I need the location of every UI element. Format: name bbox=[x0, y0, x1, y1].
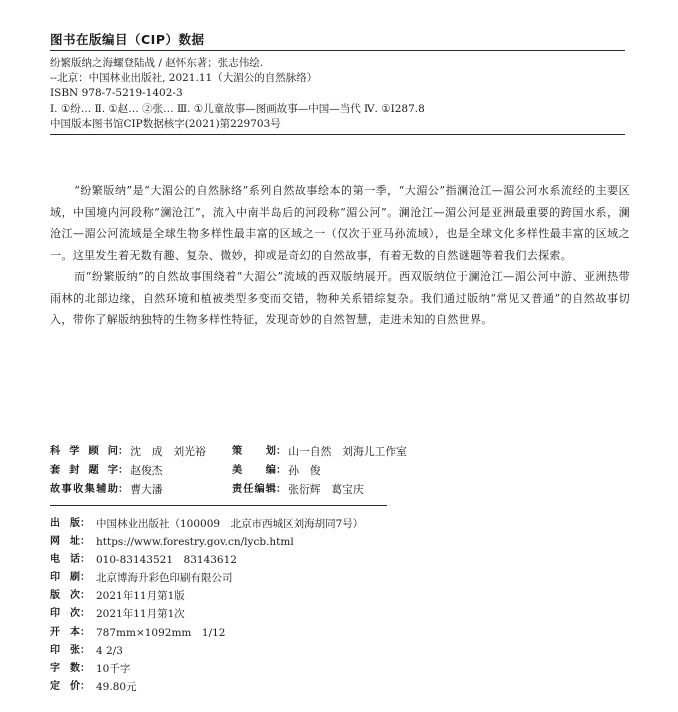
cip-bottom-rule bbox=[50, 134, 625, 135]
publication-label: 定价 bbox=[50, 680, 80, 692]
publication-value: 010-83143521 83143612 bbox=[96, 554, 237, 567]
publication-label: 版次 bbox=[50, 590, 80, 602]
publication-row: 版次 ： 2021年11月第1版 bbox=[50, 587, 630, 605]
cip-block bbox=[50, 56, 625, 132]
credit-value: 赵俊杰 bbox=[130, 464, 163, 477]
credit-value: 孙 俊 bbox=[288, 464, 321, 477]
credit-label: 策 划 bbox=[232, 446, 276, 457]
publication-row: 电话 ： 010-83143521 83143612 bbox=[50, 551, 630, 569]
credit-row: 故事收集辅助 ： 曹大潘 责任编辑 ： 张衍辉 葛宝庆 bbox=[50, 480, 450, 499]
publication-label: 印张 bbox=[50, 644, 80, 656]
cip-line-record-number: 中国版本图书馆CIP数据核字(2021)第229703号 bbox=[50, 117, 281, 130]
credit-label: 美 编 bbox=[232, 465, 276, 476]
credit-label: 故事收集辅助 bbox=[50, 484, 118, 495]
credit-label: 科学顾问 bbox=[50, 446, 118, 457]
cip-line-isbn: ISBN 978-7-5219-1402-3 bbox=[50, 87, 183, 100]
publication-value: 北京博海升彩色印刷有限公司 bbox=[96, 572, 233, 585]
publication-label: 电话 bbox=[50, 554, 80, 566]
credit-value: 山一自然 刘海儿工作室 bbox=[288, 445, 407, 458]
publication-row: 出版 ： 中国林业出版社（100009 北京市西城区刘海胡同7号） bbox=[50, 515, 630, 533]
publication-value: 10千字 bbox=[96, 662, 131, 675]
publication-value: 2021年11月第1次 bbox=[96, 608, 185, 621]
publication-label: 印次 bbox=[50, 608, 80, 620]
cip-line-title: 纷繁版纳之海螺登陆战 / 赵怀东著；张志伟绘. bbox=[50, 57, 264, 69]
publication-row: 印张 ： 4 2/3 bbox=[50, 642, 630, 660]
credit-value: 曹大潘 bbox=[130, 483, 163, 496]
publication-row: 开本 ： 787mm×1092mm 1/12 bbox=[50, 624, 630, 642]
publication-value: 49.80元 bbox=[96, 680, 137, 693]
cip-line-publisher: --北京：中国林业出版社, 2021.11（大湄公的自然脉络） bbox=[50, 72, 318, 85]
intro-paragraph: “纷繁版纳”是“大湄公的自然脉络”系列自然故事绘本的第一季，“大湄公”指澜沧江—湄公河水系流经的主要区域，中国境内河段称“澜沧江”，流入中南半岛后的河段称“湄公河”。澜沧江—湄公河是亚洲最重要的跨国水系，澜沧江—湄公河流域是全球生物多样性最丰富的区域之一（仅次于亚马孙流域），也是全球文化多样性最丰富的区域之一。这里发生着无数有趣、复杂、微妙，抑或是奇幻的自然故事，有着无数的自然谜题等着我们去探索。 bbox=[50, 184, 630, 262]
publication-row: 定价 ： 49.80元 bbox=[50, 678, 630, 696]
publication-row: 字数 ： 10千字 bbox=[50, 660, 630, 678]
cip-top-rule bbox=[50, 50, 625, 51]
publication-rule bbox=[50, 505, 387, 506]
cip-title: 图书在版编目（CIP）数据 bbox=[50, 32, 205, 47]
credit-label: 责任编辑 bbox=[232, 484, 276, 495]
publication-label: 印刷 bbox=[50, 572, 80, 584]
credits-block bbox=[50, 442, 450, 499]
credit-value: 沈 成 刘光裕 bbox=[130, 445, 206, 458]
publication-row: 印刷 ： 北京博海升彩色印刷有限公司 bbox=[50, 569, 630, 587]
credit-value: 张衍辉 葛宝庆 bbox=[288, 483, 364, 496]
publication-info bbox=[50, 515, 630, 696]
publication-label: 网址 bbox=[50, 536, 80, 548]
publication-label: 出版 bbox=[50, 518, 80, 529]
publication-value: 中国林业出版社（100009 北京市西城区刘海胡同7号） bbox=[96, 518, 364, 530]
publication-value: 2021年11月第1版 bbox=[96, 590, 185, 603]
publication-value: 4 2/3 bbox=[96, 644, 123, 657]
intro-paragraph: 而“纷繁版纳”的自然故事围绕着“大湄公”流域的西双版纳展开。西双版纳位于澜沧江—湄公河中游、亚洲热带雨林的北部边缘，自然环境和植被类型多变而交错，物种关系错综复杂。我们通过版纳“常见又普通”的自然故事切入，带你了解版纳独特的生物多样性特征，发现奇妙的自然智慧，走进未知的自然世界。 bbox=[50, 270, 630, 326]
credit-label: 套封题字 bbox=[50, 465, 118, 476]
publication-value: 787mm×1092mm 1/12 bbox=[96, 626, 226, 639]
publication-website[interactable]: https://www.forestry.gov.cn/lycb.html bbox=[96, 536, 294, 549]
credit-row: 套封题字 ： 赵俊杰 美 编 ： 孙 俊 bbox=[50, 461, 450, 480]
publication-label: 字数 bbox=[50, 662, 80, 674]
cip-line-classification: Ⅰ. ①纷… Ⅱ. ①赵… ②张… Ⅲ. ①儿童故事—图画故事—中国—当代 Ⅳ. ①I287.8 bbox=[50, 102, 425, 115]
publication-row: 印次 ： 2021年11月第1次 bbox=[50, 605, 630, 623]
publication-label: 开本 bbox=[50, 626, 80, 638]
series-introduction bbox=[50, 180, 630, 331]
publication-row: 网址 ： https://www.forestry.gov.cn/lycb.html bbox=[50, 533, 630, 551]
credit-row: 科学顾问 ： 沈 成 刘光裕 策 划 ： 山一自然 刘海儿工作室 bbox=[50, 442, 450, 461]
